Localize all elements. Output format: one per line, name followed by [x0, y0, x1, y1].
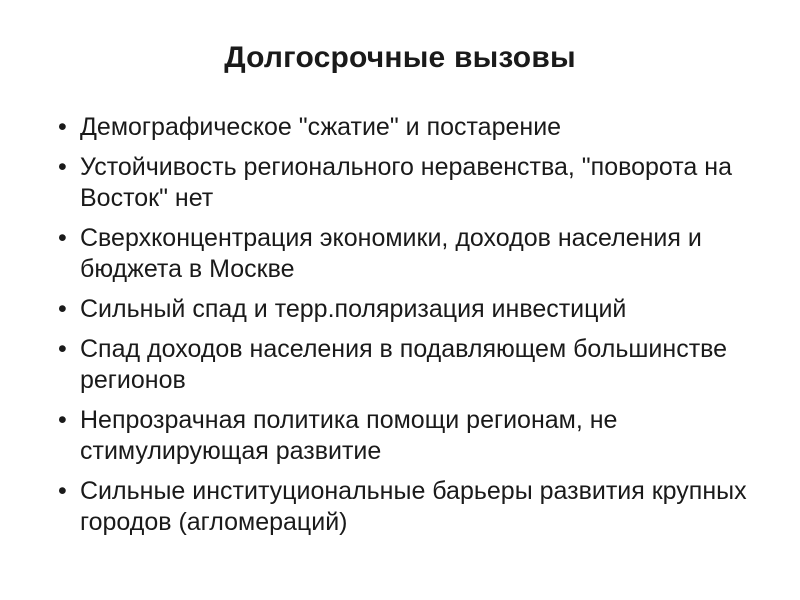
bullet-item: [58, 476, 778, 538]
bullet-item: [58, 112, 778, 143]
bullet-item: [58, 405, 778, 467]
bullet-text: Сильные институциональные барьеры развития крупных городов (агломераций): [80, 477, 747, 536]
bullet-dot-icon: •: [58, 406, 67, 434]
bullet-text: Сверхконцентрация экономики, доходов населения и бюджета в Москве: [80, 224, 702, 283]
bullet-dot-icon: •: [58, 153, 67, 181]
bullet-text: Сильный спад и терр.поляризация инвестиций: [80, 295, 627, 323]
bullet-item: [58, 294, 778, 325]
bullet-dot-icon: •: [58, 477, 67, 505]
bullet-item: [58, 152, 778, 214]
bullet-item: [58, 334, 778, 396]
slide-title: Долгосрочные вызовы: [224, 41, 576, 74]
bullet-item: [58, 223, 778, 285]
bullet-text: Спад доходов населения в подавляющем большинстве регионов: [80, 335, 728, 394]
bullet-dot-icon: •: [58, 335, 67, 363]
bullet-text: Демографическое "сжатие" и постарение: [80, 113, 562, 141]
bullet-text: Непрозрачная политика помощи регионам, не стимулирующая развитие: [80, 406, 618, 465]
bullet-list: [58, 112, 778, 547]
bullet-text: Устойчивость регионального неравенства, "поворота на Восток" нет: [80, 153, 732, 212]
bullet-dot-icon: •: [58, 113, 67, 141]
bullet-dot-icon: •: [58, 295, 67, 323]
bullet-dot-icon: •: [58, 224, 67, 252]
